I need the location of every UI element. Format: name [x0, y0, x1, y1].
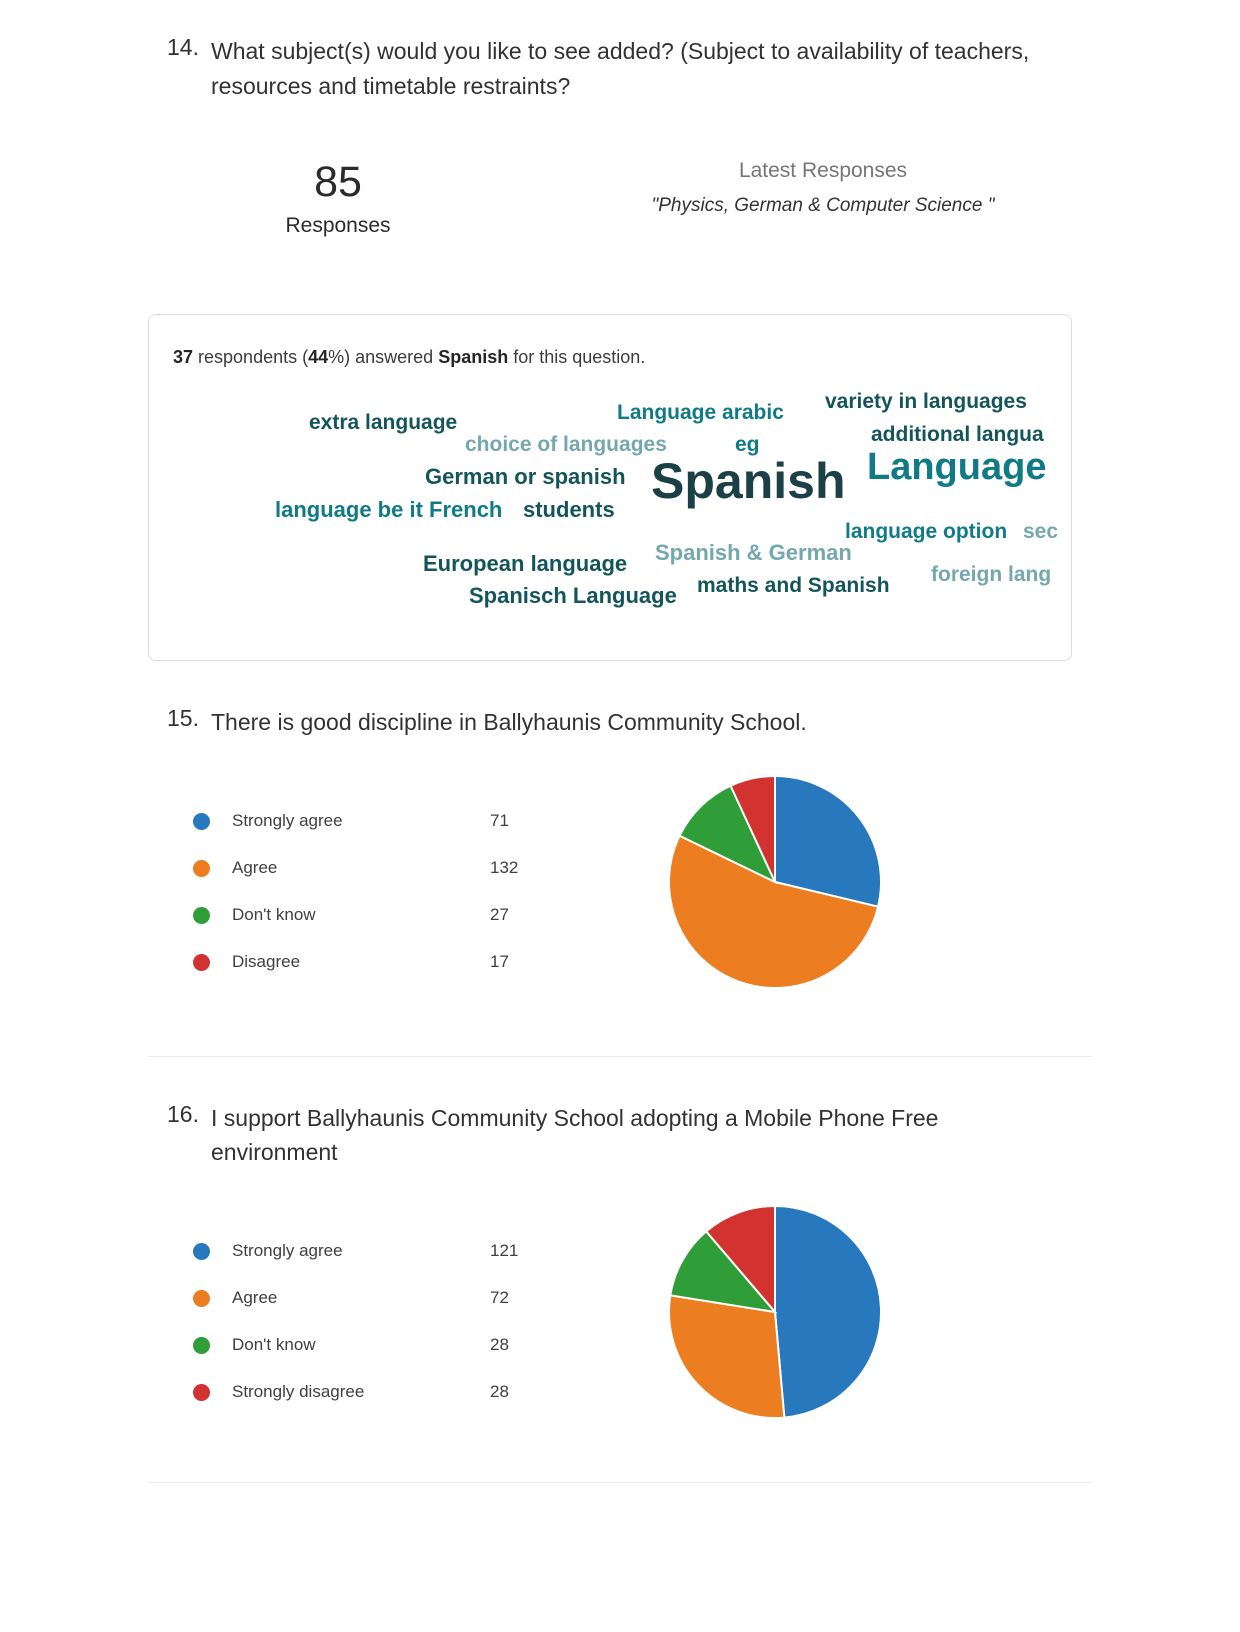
pie-chart-q15-wrap	[663, 770, 887, 994]
cloud-word: foreign lang	[931, 563, 1052, 587]
cloud-word: language be it French	[275, 497, 503, 523]
latest-response-quote: "Physics, German & Computer Science "	[651, 195, 995, 216]
question-16-number: 16.	[167, 1100, 199, 1127]
legend-value: 27	[490, 905, 509, 925]
insight-text-part: for this question.	[508, 347, 646, 368]
legend-color-dot	[193, 1384, 210, 1401]
legend-value: 28	[490, 1335, 509, 1355]
legend-item	[193, 1369, 568, 1416]
pie-chart-q16	[663, 1200, 887, 1424]
legend-item	[193, 1275, 568, 1322]
legend-color-dot	[193, 1243, 210, 1260]
question-15-chart	[148, 770, 1092, 994]
question-14-title-row	[148, 34, 1092, 103]
legend-label: Disagree	[232, 952, 301, 972]
legend-item	[193, 939, 568, 986]
legend-item	[193, 1228, 568, 1275]
legend-item	[193, 892, 568, 939]
question-15-number: 15.	[167, 705, 199, 732]
responses-block	[233, 159, 443, 238]
cloud-word: Language	[867, 446, 1047, 489]
insight-text	[173, 347, 1071, 368]
responses-label: Responses	[285, 214, 391, 238]
legend-value: 28	[490, 1382, 509, 1402]
legend-color-dot	[193, 1290, 210, 1307]
cloud-word: Spanisch Language	[469, 583, 677, 609]
legend-item	[193, 798, 568, 845]
cloud-word: European language	[423, 551, 628, 577]
latest-responses-block	[623, 159, 1023, 217]
question-16-section	[148, 1101, 1092, 1483]
legend-item	[193, 1322, 568, 1369]
cloud-word: choice of languages	[465, 433, 667, 457]
insight-percent: 44	[308, 347, 329, 368]
insight-text-part: respondents (	[193, 347, 309, 368]
cloud-word: Spanish	[651, 453, 846, 510]
question-15-section	[148, 705, 1092, 1057]
legend-color-dot	[193, 954, 210, 971]
insight-count: 37	[173, 347, 194, 368]
cloud-word: additional langua	[871, 423, 1044, 447]
cloud-word: Language arabic	[617, 401, 784, 425]
cloud-word: German or spanish	[425, 464, 626, 490]
question-15-title-row	[148, 705, 1092, 740]
cloud-word: maths and Spanish	[697, 574, 890, 598]
pie-slice-agree	[669, 1295, 784, 1418]
cloud-word: eg	[735, 433, 760, 457]
legend-value: 17	[490, 952, 509, 972]
cloud-word: language option	[845, 520, 1008, 544]
question-14-number: 14.	[167, 34, 199, 60]
legend-item	[193, 845, 568, 892]
legend-label: Strongly agree	[232, 811, 343, 831]
cloud-word: sec	[1023, 520, 1059, 544]
insight-top-word: Spanish	[438, 347, 509, 368]
cloud-word: variety in languages	[825, 390, 1027, 414]
legend-label: Strongly agree	[232, 1241, 343, 1261]
cloud-word: students	[523, 497, 615, 523]
word-cloud-card	[148, 314, 1072, 661]
pie-chart-q16-wrap	[663, 1200, 887, 1424]
responses-count: 85	[314, 158, 362, 206]
legend-color-dot	[193, 860, 210, 877]
pie-slice-strongly-agree	[775, 1206, 881, 1418]
cloud-word: extra language	[309, 411, 458, 435]
legend-value: 132	[490, 858, 519, 878]
question-16-legend	[148, 1228, 568, 1416]
legend-value: 121	[490, 1241, 519, 1261]
question-16-chart	[148, 1200, 1092, 1424]
legend-label: Strongly disagree	[232, 1382, 365, 1402]
insight-text-part: %) answered	[328, 347, 439, 368]
question-16-title: I support Ballyhaunis Community School adopting a Mobile Phone Free environment	[211, 1104, 939, 1166]
legend-label: Agree	[232, 858, 278, 878]
question-14-section	[148, 34, 1092, 661]
legend-color-dot	[193, 813, 210, 830]
section-divider	[148, 1482, 1092, 1483]
legend-color-dot	[193, 1337, 210, 1354]
question-15-title: There is good discipline in Ballyhaunis Community School.	[211, 709, 807, 736]
question-16-title-row	[148, 1101, 1092, 1170]
pie-chart-q15	[663, 770, 887, 994]
legend-value: 71	[490, 811, 509, 831]
word-cloud	[173, 382, 1072, 634]
legend-label: Don't know	[232, 1335, 316, 1355]
question-14-summary	[148, 159, 1092, 238]
legend-color-dot	[193, 907, 210, 924]
cloud-word: Spanish & German	[655, 540, 852, 566]
section-divider	[148, 1056, 1092, 1057]
legend-value: 72	[490, 1288, 509, 1308]
question-14-title: What subject(s) would you like to see added? (Subject to availability of teachers, resources and timetable restraints?	[211, 38, 1030, 99]
legend-label: Don't know	[232, 905, 316, 925]
question-15-legend	[148, 798, 568, 986]
legend-label: Agree	[232, 1288, 278, 1308]
latest-responses-label: Latest Responses	[738, 159, 908, 182]
